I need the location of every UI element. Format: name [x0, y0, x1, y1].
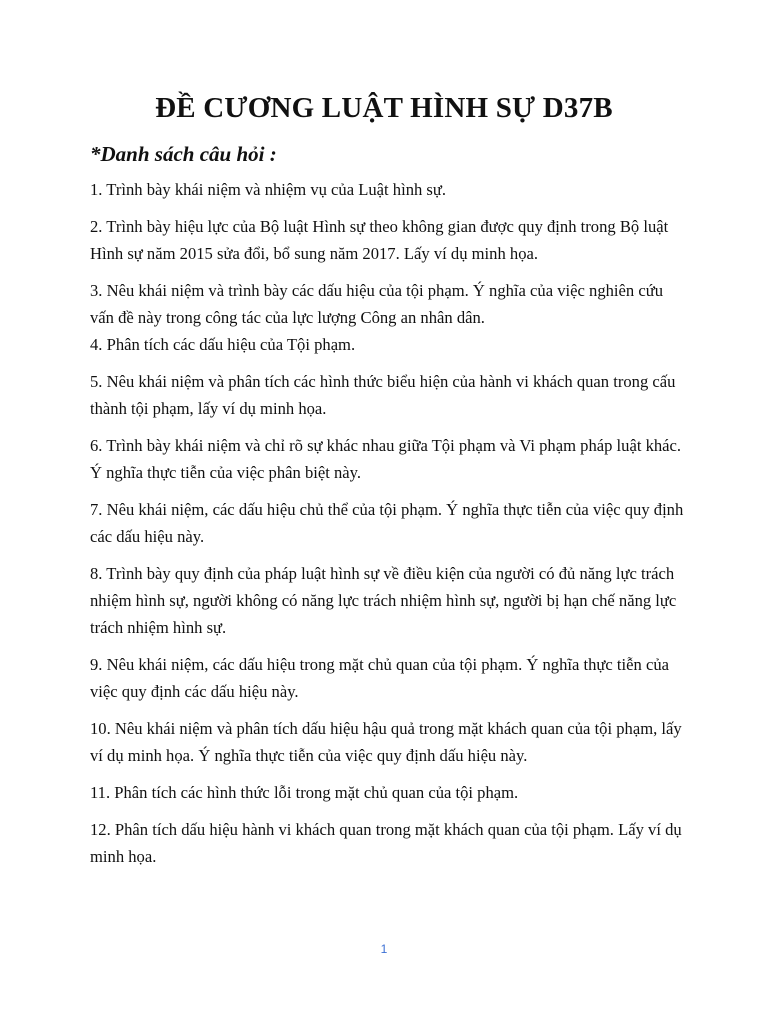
- question-list-heading: *Danh sách câu hỏi :: [90, 142, 277, 166]
- document-title: ĐỀ CƯƠNG LUẬT HÌNH SỰ D37B: [155, 92, 613, 124]
- question-item: 1. Trình bày khái niệm và nhiệm vụ của Luật hình sự.: [90, 180, 447, 199]
- question-item: 2. Trình bày hiệu lực của Bộ luật Hình sự theo không gian được quy định trong Bộ luật Hình sự năm 2015 sửa đổi, bổ sung năm 2017. Lấy ví dụ minh họa.: [90, 217, 669, 263]
- question-item: 7. Nêu khái niệm, các dấu hiệu chủ thể của tội phạm. Ý nghĩa thực tiễn của việc quy định các dấu hiệu này.: [90, 500, 684, 546]
- question-item: 9. Nêu khái niệm, các dấu hiệu trong mặt chủ quan của tội phạm. Ý nghĩa thực tiễn của việc quy định các dấu hiệu này.: [90, 655, 669, 701]
- question-item: 5. Nêu khái niệm và phân tích các hình thức biểu hiện của hành vi khách quan trong cấu thành tội phạm, lấy ví dụ minh họa.: [90, 372, 676, 418]
- question-item: 4. Phân tích các dấu hiệu của Tội phạm.: [90, 335, 356, 354]
- question-list: [90, 176, 690, 880]
- question-item: 10. Nêu khái niệm và phân tích dấu hiệu hậu quả trong mặt khách quan của tội phạm, lấy ví dụ minh họa. Ý nghĩa thực tiễn của việc quy định dấu hiệu này.: [90, 719, 682, 765]
- page-number: 1: [380, 942, 388, 956]
- question-item: 12. Phân tích dấu hiệu hành vi khách quan trong mặt khách quan của tội phạm. Lấy ví dụ minh họa.: [90, 820, 682, 866]
- question-item: 6. Trình bày khái niệm và chỉ rõ sự khác nhau giữa Tội phạm và Vi phạm pháp luật khác. Ý nghĩa thực tiễn của việc phân biệt này.: [90, 436, 682, 482]
- question-item: 3. Nêu khái niệm và trình bày các dấu hiệu của tội phạm. Ý nghĩa của việc nghiên cứu vấn đề này trong công tác của lực lượng Công an nhân dân.: [90, 281, 663, 327]
- question-item: 8. Trình bày quy định của pháp luật hình sự về điều kiện của người có đủ năng lực trách nhiệm hình sự, người không có năng lực trách nhiệm hình sự, người bị hạn chế năng lực trách nhiệm hình sự.: [90, 564, 677, 637]
- question-item: 11. Phân tích các hình thức lỗi trong mặt chủ quan của tội phạm.: [90, 783, 519, 802]
